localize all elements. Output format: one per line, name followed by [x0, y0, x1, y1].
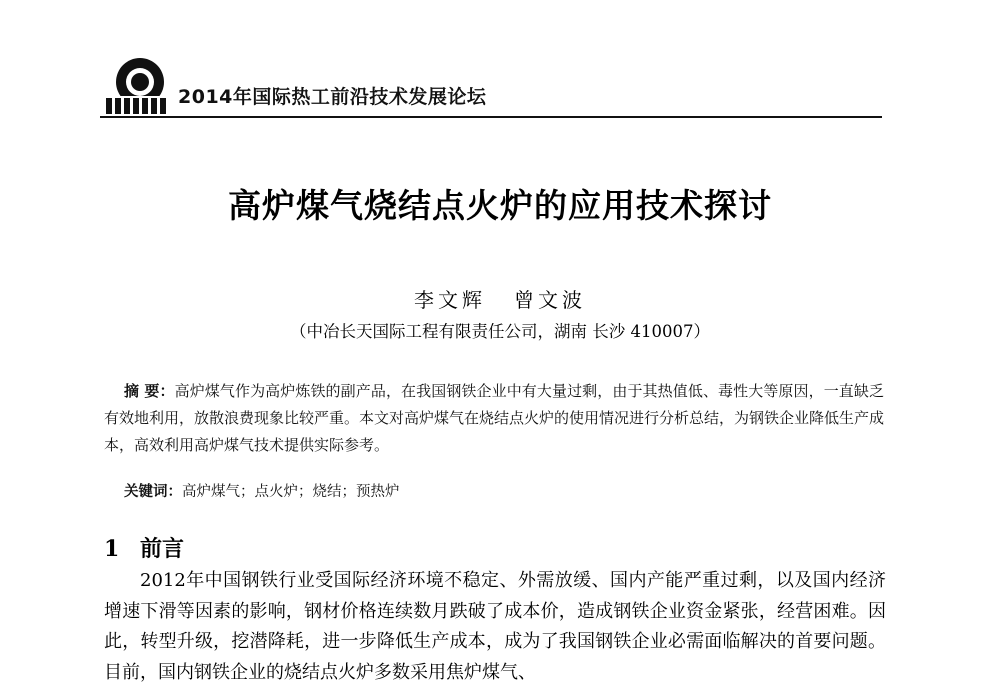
- author-name: 曾文波: [514, 288, 586, 312]
- section-title: 前言: [140, 536, 185, 562]
- author-list: [0, 284, 1000, 313]
- header-rule: [100, 116, 882, 118]
- conference-title: 2014年国际热工前沿技术发展论坛: [178, 86, 487, 108]
- section-number: 1: [104, 536, 120, 562]
- conference-logo-icon: [104, 56, 168, 116]
- abstract: [104, 378, 884, 459]
- affiliation: （中冶长天国际工程有限责任公司，湖南 长沙 410007）: [290, 322, 710, 341]
- keywords: [124, 480, 400, 501]
- body-paragraph: 2012年中国钢铁行业受国际经济环境不稳定、外需放缓、国内产能严重过剩，以及国内经济增速下滑等因素的影响，钢材价格连续数月跌破了成本价，造成钢铁企业资金紧张，经营困难。因此，转型升级，挖潜降耗，进一步降低生产成本，成为了我国钢铁企业必需面临解决的首要问题。目前，国内钢铁企业的烧结点火炉多数采用焦炉煤气、: [104, 570, 886, 683]
- section-heading: [104, 532, 184, 563]
- running-header: [100, 52, 882, 120]
- paper-title: 高炉煤气烧结点火炉的应用技术探讨: [228, 186, 772, 225]
- abstract-label: 摘 要：: [124, 382, 175, 400]
- abstract-text: 高炉煤气作为高炉炼铁的副产品，在我国钢铁企业中有大量过剩，由于其热值低、毒性大等原因，一直缺乏有效地利用，放散浪费现象比较严重。本文对高炉煤气在烧结点火炉的使用情况进行分析总结，为钢铁企业降低生产成本，高效利用高炉煤气技术提供实际参考。: [104, 382, 885, 454]
- keywords-label: 关键词：: [124, 484, 182, 500]
- author-name: 李文辉: [414, 288, 486, 312]
- keywords-text: 高炉煤气；点火炉；烧结；预热炉: [182, 484, 400, 500]
